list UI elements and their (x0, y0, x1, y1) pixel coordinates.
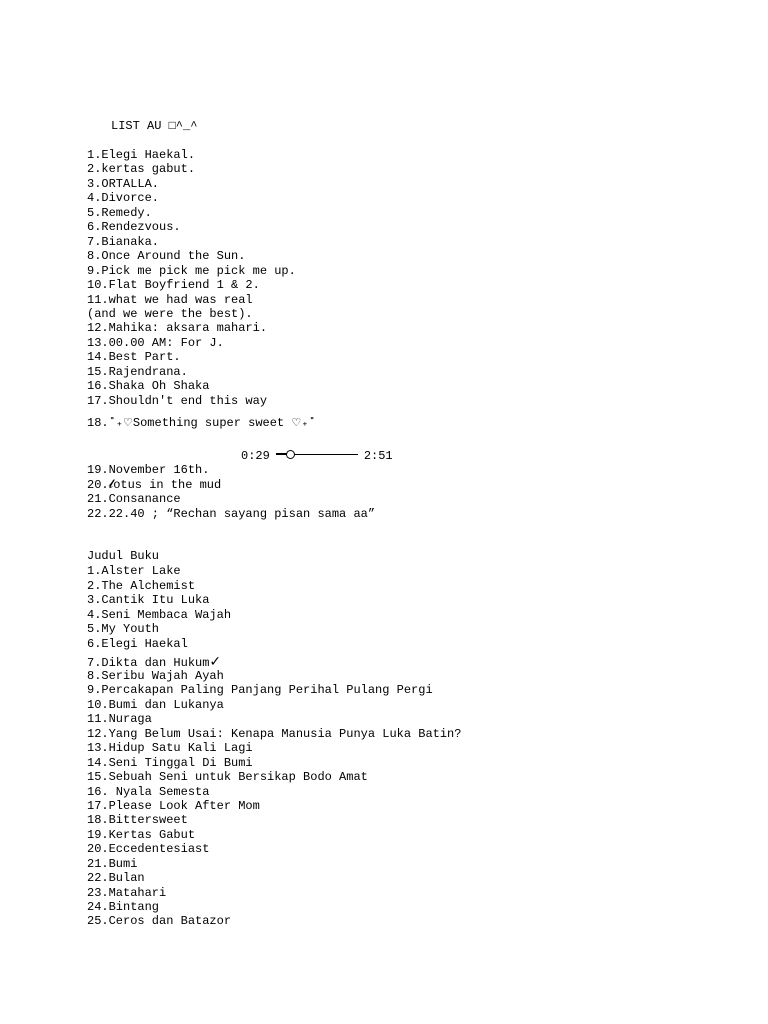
progress-bar (276, 450, 358, 460)
list-item: (and we were the best). (87, 306, 253, 321)
list-item: 11.what we had was real (87, 292, 253, 307)
list-item: 14.Seni Tinggal Di Bumi (87, 755, 253, 770)
list-item: 13.00.00 AM: For J. (87, 335, 224, 350)
list-item: 19.Kertas Gabut (87, 827, 196, 842)
list-item: 11.Nuraga (87, 712, 152, 727)
list-item: 15.Rajendrana. (87, 364, 188, 379)
list-item: 5.My Youth (87, 622, 160, 636)
list-item: 13.Hidup Satu Kali Lagi (87, 741, 253, 756)
item18-text: Something super sweet (132, 416, 292, 430)
list-item: 16.Shaka Oh Shaka (87, 379, 210, 394)
list-item: 25.Ceros dan Batazor (87, 914, 232, 929)
item18-suffix: ₊˚ (301, 416, 316, 430)
list-item: 12.Mahika: aksara mahari. (87, 321, 268, 336)
list-item: 15.Sebuah Seni untuk Bersikap Bodo Amat (87, 770, 368, 785)
list-item: 17.Shouldn't end this way (87, 393, 268, 408)
list-item: 19.November 16th. (87, 463, 210, 477)
book-item-7 (87, 655, 221, 670)
list-item: 9.Pick me pick me pick me up. (87, 263, 296, 278)
list-item: 5.Remedy. (87, 205, 152, 220)
list-item: 23.Matahari (87, 885, 167, 900)
list-item: 4.Divorce. (87, 191, 160, 206)
list-item: 8.Seribu Wajah Ayah (87, 669, 224, 683)
list-item: 21.Bumi (87, 856, 138, 871)
list-item: 1.Alster Lake (87, 564, 181, 578)
list-item: 10.Bumi dan Lukanya (87, 697, 224, 712)
progress-knob (286, 450, 295, 459)
list-item: 20.𝓵otus in the mud (87, 477, 222, 492)
list-item: 1.Elegi Haekal. (87, 148, 196, 162)
list-item: 7.Bianaka. (87, 234, 160, 249)
list-item: 20.Eccedentesiast (87, 842, 210, 857)
music-player-line (241, 449, 393, 463)
heart-icon: ♡ (123, 416, 133, 429)
list-item: 6.Elegi Haekal (87, 636, 188, 651)
list-item: 16. Nyala Semesta (87, 784, 210, 799)
list-item: 9.Percakapan Paling Panjang Perihal Pulang Pergi (87, 683, 433, 698)
elapsed-time: 0:29 (241, 449, 270, 463)
list-item: 3.ORTALLA. (87, 176, 160, 191)
list-item: 12.Yang Belum Usai: Kenapa Manusia Punya Luka Batin? (87, 726, 462, 741)
list-item: 4.Seni Membaca Wajah (87, 607, 232, 622)
list-item: 17.Please Look After Mom (87, 798, 260, 813)
list-item: 14.Best Part. (87, 350, 181, 365)
item18-prefix: 18.˚₊ (87, 416, 124, 430)
list-item: 21.Consanance (87, 492, 181, 506)
books-heading: Judul Buku (87, 549, 160, 563)
check-icon: ✓ (209, 654, 222, 670)
list-title: LIST AU □^_^ (111, 119, 198, 133)
list-item: 6.Rendezvous. (87, 220, 181, 235)
list-item: 8.Once Around the Sun. (87, 249, 246, 264)
list-item: 22.22.40 ; “Rechan sayang pisan sama aa” (87, 506, 376, 521)
book-item-7-text: 7.Dikta dan Hukum (87, 656, 210, 670)
list-item: 3.Cantik Itu Luka (87, 593, 210, 607)
list-item: 10.Flat Boyfriend 1 & 2. (87, 278, 260, 293)
list-item: 18.Bittersweet (87, 813, 188, 828)
heart-icon: ♡ (291, 416, 302, 429)
list-item: 2.The Alchemist (87, 578, 196, 593)
duration-time: 2:51 (363, 449, 393, 463)
list-item: 24.Bintang (87, 900, 160, 915)
list-item: 22.Bulan (87, 871, 145, 886)
au-list-item-18 (87, 416, 316, 430)
list-item: 2.kertas gabut. (87, 162, 196, 177)
